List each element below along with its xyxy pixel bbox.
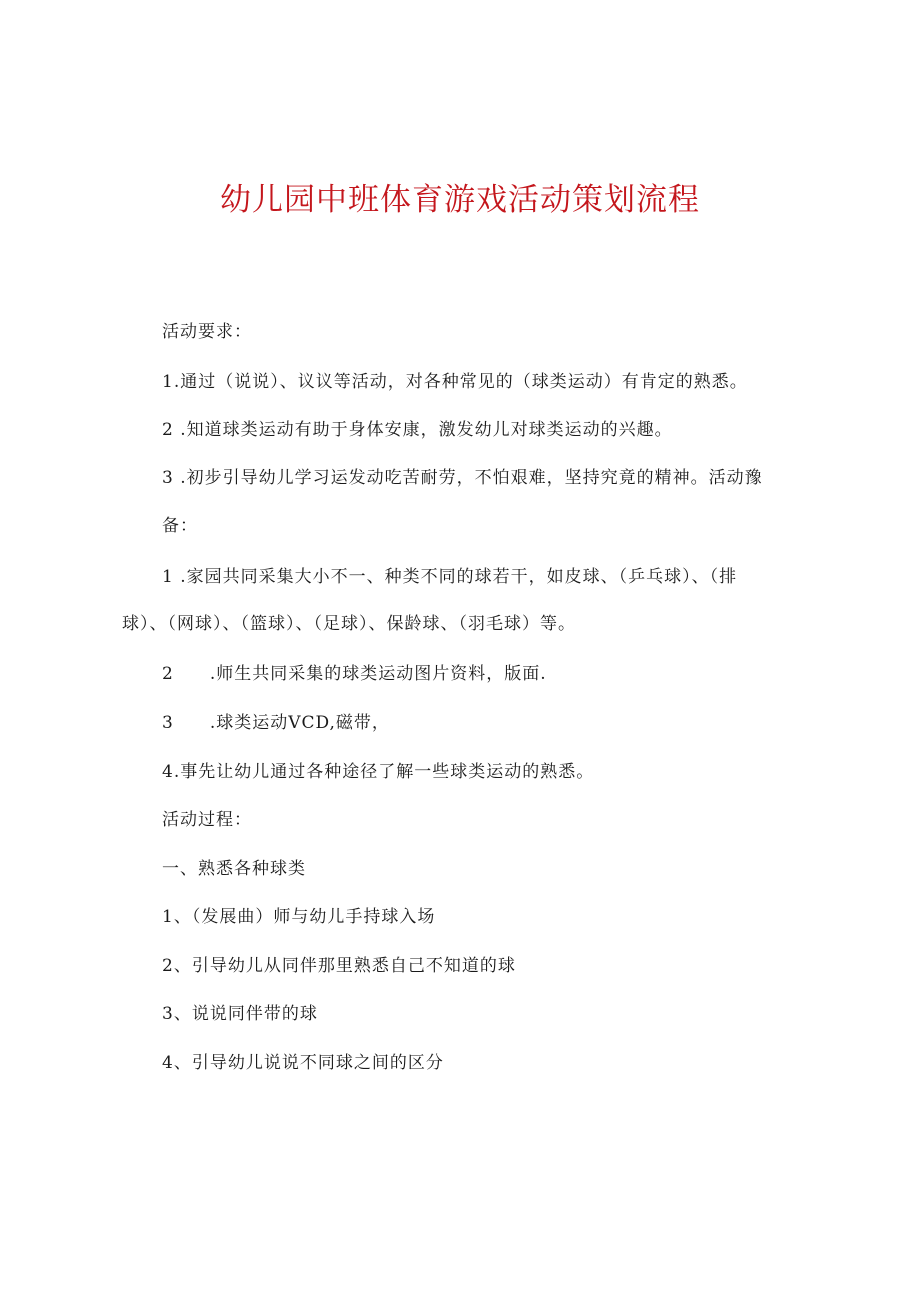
paragraph-line: 4.事先让幼儿通过各种途径了解一些球类运动的熟悉。 — [162, 762, 595, 782]
paragraph-line: 2 .知道球类运动有助于身体安康，激发幼儿对球类运动的兴趣。 — [162, 420, 673, 440]
subsection-heading: 一、熟悉各种球类 — [162, 859, 306, 879]
paragraph-line: 1 .家园共同采集大小不一、种类不同的球若干，如皮球、（乒乓球）、（排 — [162, 567, 738, 587]
list-item: 3、说说同伴带的球 — [162, 1004, 318, 1024]
paragraph-line: 3 .球类运动VCD,磁带， — [162, 713, 390, 733]
document-title: 幼儿园中班体育游戏活动策划流程 — [220, 182, 700, 218]
list-item: 2、引导幼儿从同伴那里熟悉自己不知道的球 — [162, 956, 516, 976]
section-heading-process: 活动过程： — [162, 810, 252, 830]
section-heading-requirements: 活动要求： — [162, 322, 252, 342]
paragraph-line: 1.通过（说说）、议议等活动，对各种常见的（球类运动）有肯定的熟悉。 — [162, 372, 748, 392]
paragraph-line: 备： — [162, 516, 198, 536]
paragraph-line: 球）、（网球）、（篮球）、（足球）、保龄球、（羽毛球）等。 — [122, 614, 576, 634]
list-item: 4、引导幼儿说说不同球之间的区分 — [162, 1053, 444, 1073]
paragraph-line: 2 .师生共同采集的球类运动图片资料，版面. — [162, 664, 547, 684]
list-item: 1、（发展曲）师与幼儿手持球入场 — [162, 907, 436, 927]
paragraph-line: 3 .初步引导幼儿学习运发动吃苦耐劳，不怕艰难，坚持究竟的精神。活动豫 — [162, 468, 763, 488]
